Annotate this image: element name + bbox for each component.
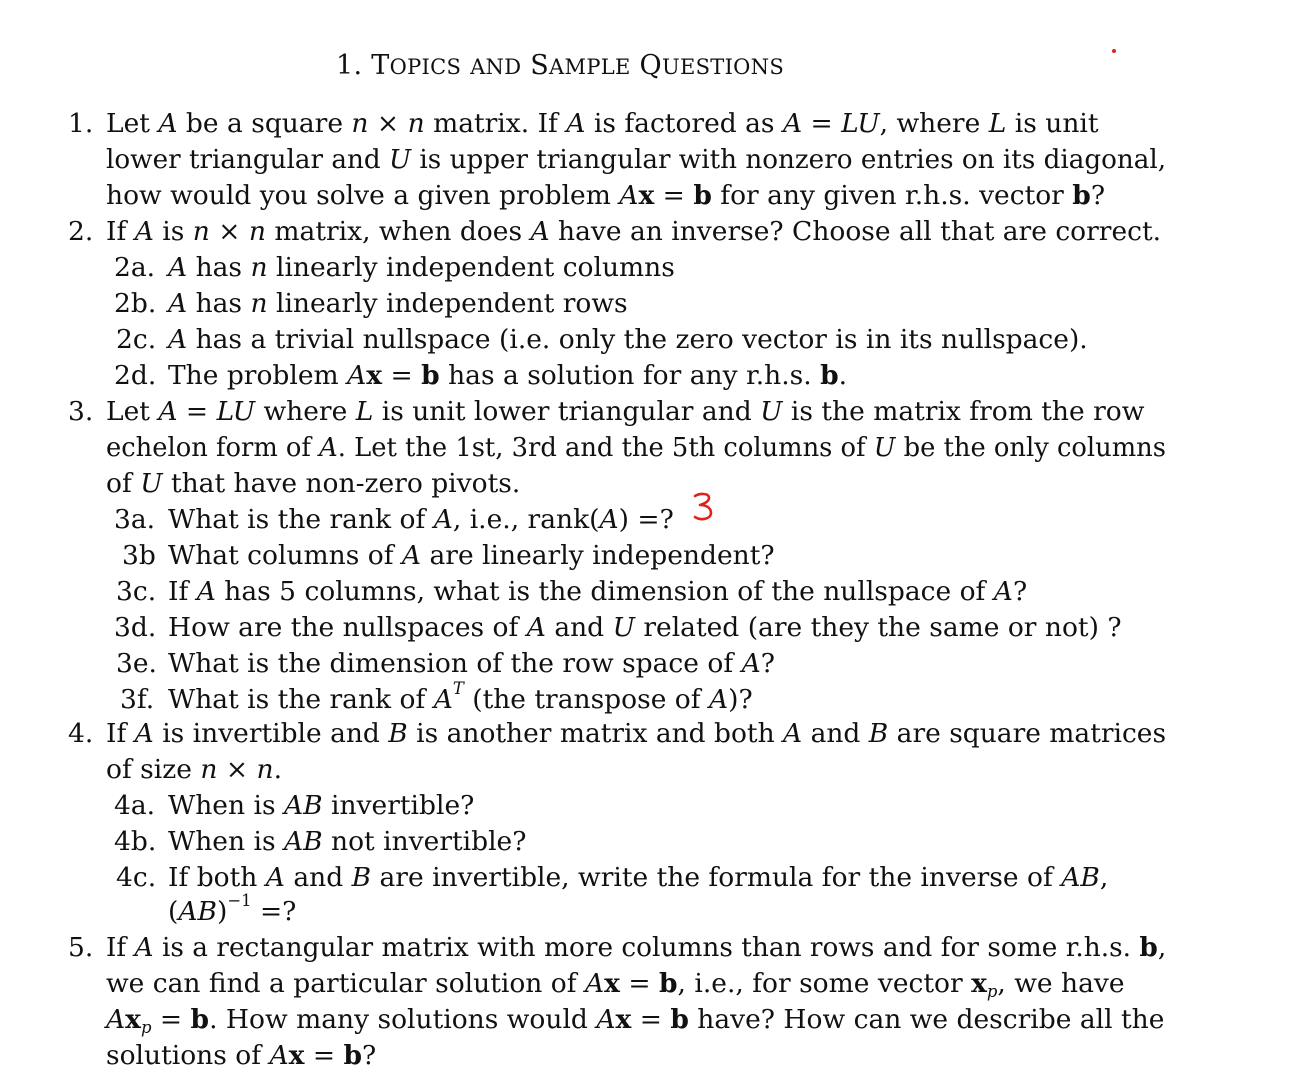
- section-heading: 1. TOPICS AND SAMPLE QUESTIONS: [336, 50, 785, 81]
- subquestion-4c-line-1: If both A and B are invertible, write the formula for the inverse of AB,: [168, 862, 1109, 893]
- question-3-line-3: of U that have non-zero pivots.: [106, 468, 521, 499]
- subquestion-number: 3f.: [120, 684, 155, 715]
- subquestion-2d: The problem Ax = b has a solution for any r.h.s. b.: [168, 360, 848, 391]
- question-number: 5.: [68, 932, 94, 963]
- subquestion-4b: When is AB not invertible?: [168, 826, 527, 857]
- subquestion-4c-line-2: (AB)$^{-1}$ =?: [168, 891, 297, 927]
- subquestion-number: 2a.: [114, 252, 156, 283]
- subquestion-number: 3a.: [114, 504, 156, 535]
- question-number: 4.: [68, 718, 94, 749]
- heading-number: 1.: [336, 50, 363, 81]
- handwritten-answer-3: [692, 492, 714, 522]
- subquestion-number: 2d.: [114, 360, 157, 391]
- subquestion-number: 3d.: [114, 612, 157, 643]
- subquestion-number: 4b.: [114, 826, 157, 857]
- subquestion-number: 4a.: [114, 790, 156, 821]
- question-1-line-2: lower triangular and U is upper triangular with nonzero entries on its diagonal,: [106, 144, 1167, 175]
- subquestion-4a: When is AB invertible?: [168, 790, 475, 821]
- subquestion-3a: What is the rank of A, i.e., rank(A) =?: [168, 504, 674, 535]
- question-4-line-1: If A is invertible and B is another matrix and both A and B are square matrices: [106, 718, 1167, 749]
- question-number: 3.: [68, 396, 94, 427]
- subquestion-3e: What is the dimension of the row space of A?: [168, 648, 775, 679]
- subquestion-number: 3e.: [116, 648, 157, 679]
- subquestion-number: 3b: [122, 540, 156, 571]
- question-number: 1.: [68, 108, 94, 139]
- subquestion-number: 3c.: [116, 576, 157, 607]
- ink-dot: [1112, 49, 1116, 53]
- subquestion-2a: A has n linearly independent columns: [168, 252, 675, 283]
- question-5-line-2: we can find a particular solution of Ax = b, i.e., for some vector $x_p$, we have: [106, 968, 1125, 1001]
- subquestion-3c: If A has 5 columns, what is the dimension of the nullspace of A?: [168, 576, 1028, 607]
- question-5-line-4: solutions of Ax = b?: [106, 1040, 377, 1071]
- question-1-line-1: Let A be a square n × n matrix. If A is factored as A = LU, where L is unit: [106, 108, 1099, 139]
- question-4-line-2: of size n × n.: [106, 754, 282, 785]
- subquestion-number: 4c.: [116, 862, 157, 893]
- subquestion-2b: A has n linearly independent rows: [168, 288, 628, 319]
- question-number: 2.: [68, 216, 94, 247]
- question-1-line-3: how would you solve a given problem Ax = b for any given r.h.s. vector b?: [106, 180, 1106, 211]
- question-3-line-1: Let A = LU where L is unit lower triangular and U is the matrix from the row: [106, 396, 1145, 427]
- subquestion-3d: How are the nullspaces of A and U related (are they the same or not) ?: [168, 612, 1122, 643]
- question-2-line-1: If A is n × n matrix, when does A have an inverse? Choose all that are correct.: [106, 216, 1162, 247]
- subquestion-number: 2b.: [114, 288, 157, 319]
- subquestion-3f: What is the rank of $A^T$ (the transpose of A)?: [168, 679, 753, 715]
- question-5-line-1: If A is a rectangular matrix with more columns than rows and for some r.h.s. b,: [106, 932, 1167, 963]
- subquestion-3b: What columns of A are linearly independent?: [168, 540, 775, 571]
- question-5-line-3: $Ax_p = b$. How many solutions would Ax = b have? How can we describe all the: [106, 1004, 1165, 1037]
- question-3-line-2: echelon form of A. Let the 1st, 3rd and the 5th columns of U be the only columns: [106, 432, 1166, 463]
- subquestion-number: 2c.: [116, 324, 157, 355]
- subquestion-2c: A has a trivial nullspace (i.e. only the zero vector is in its nullspace).: [168, 324, 1088, 355]
